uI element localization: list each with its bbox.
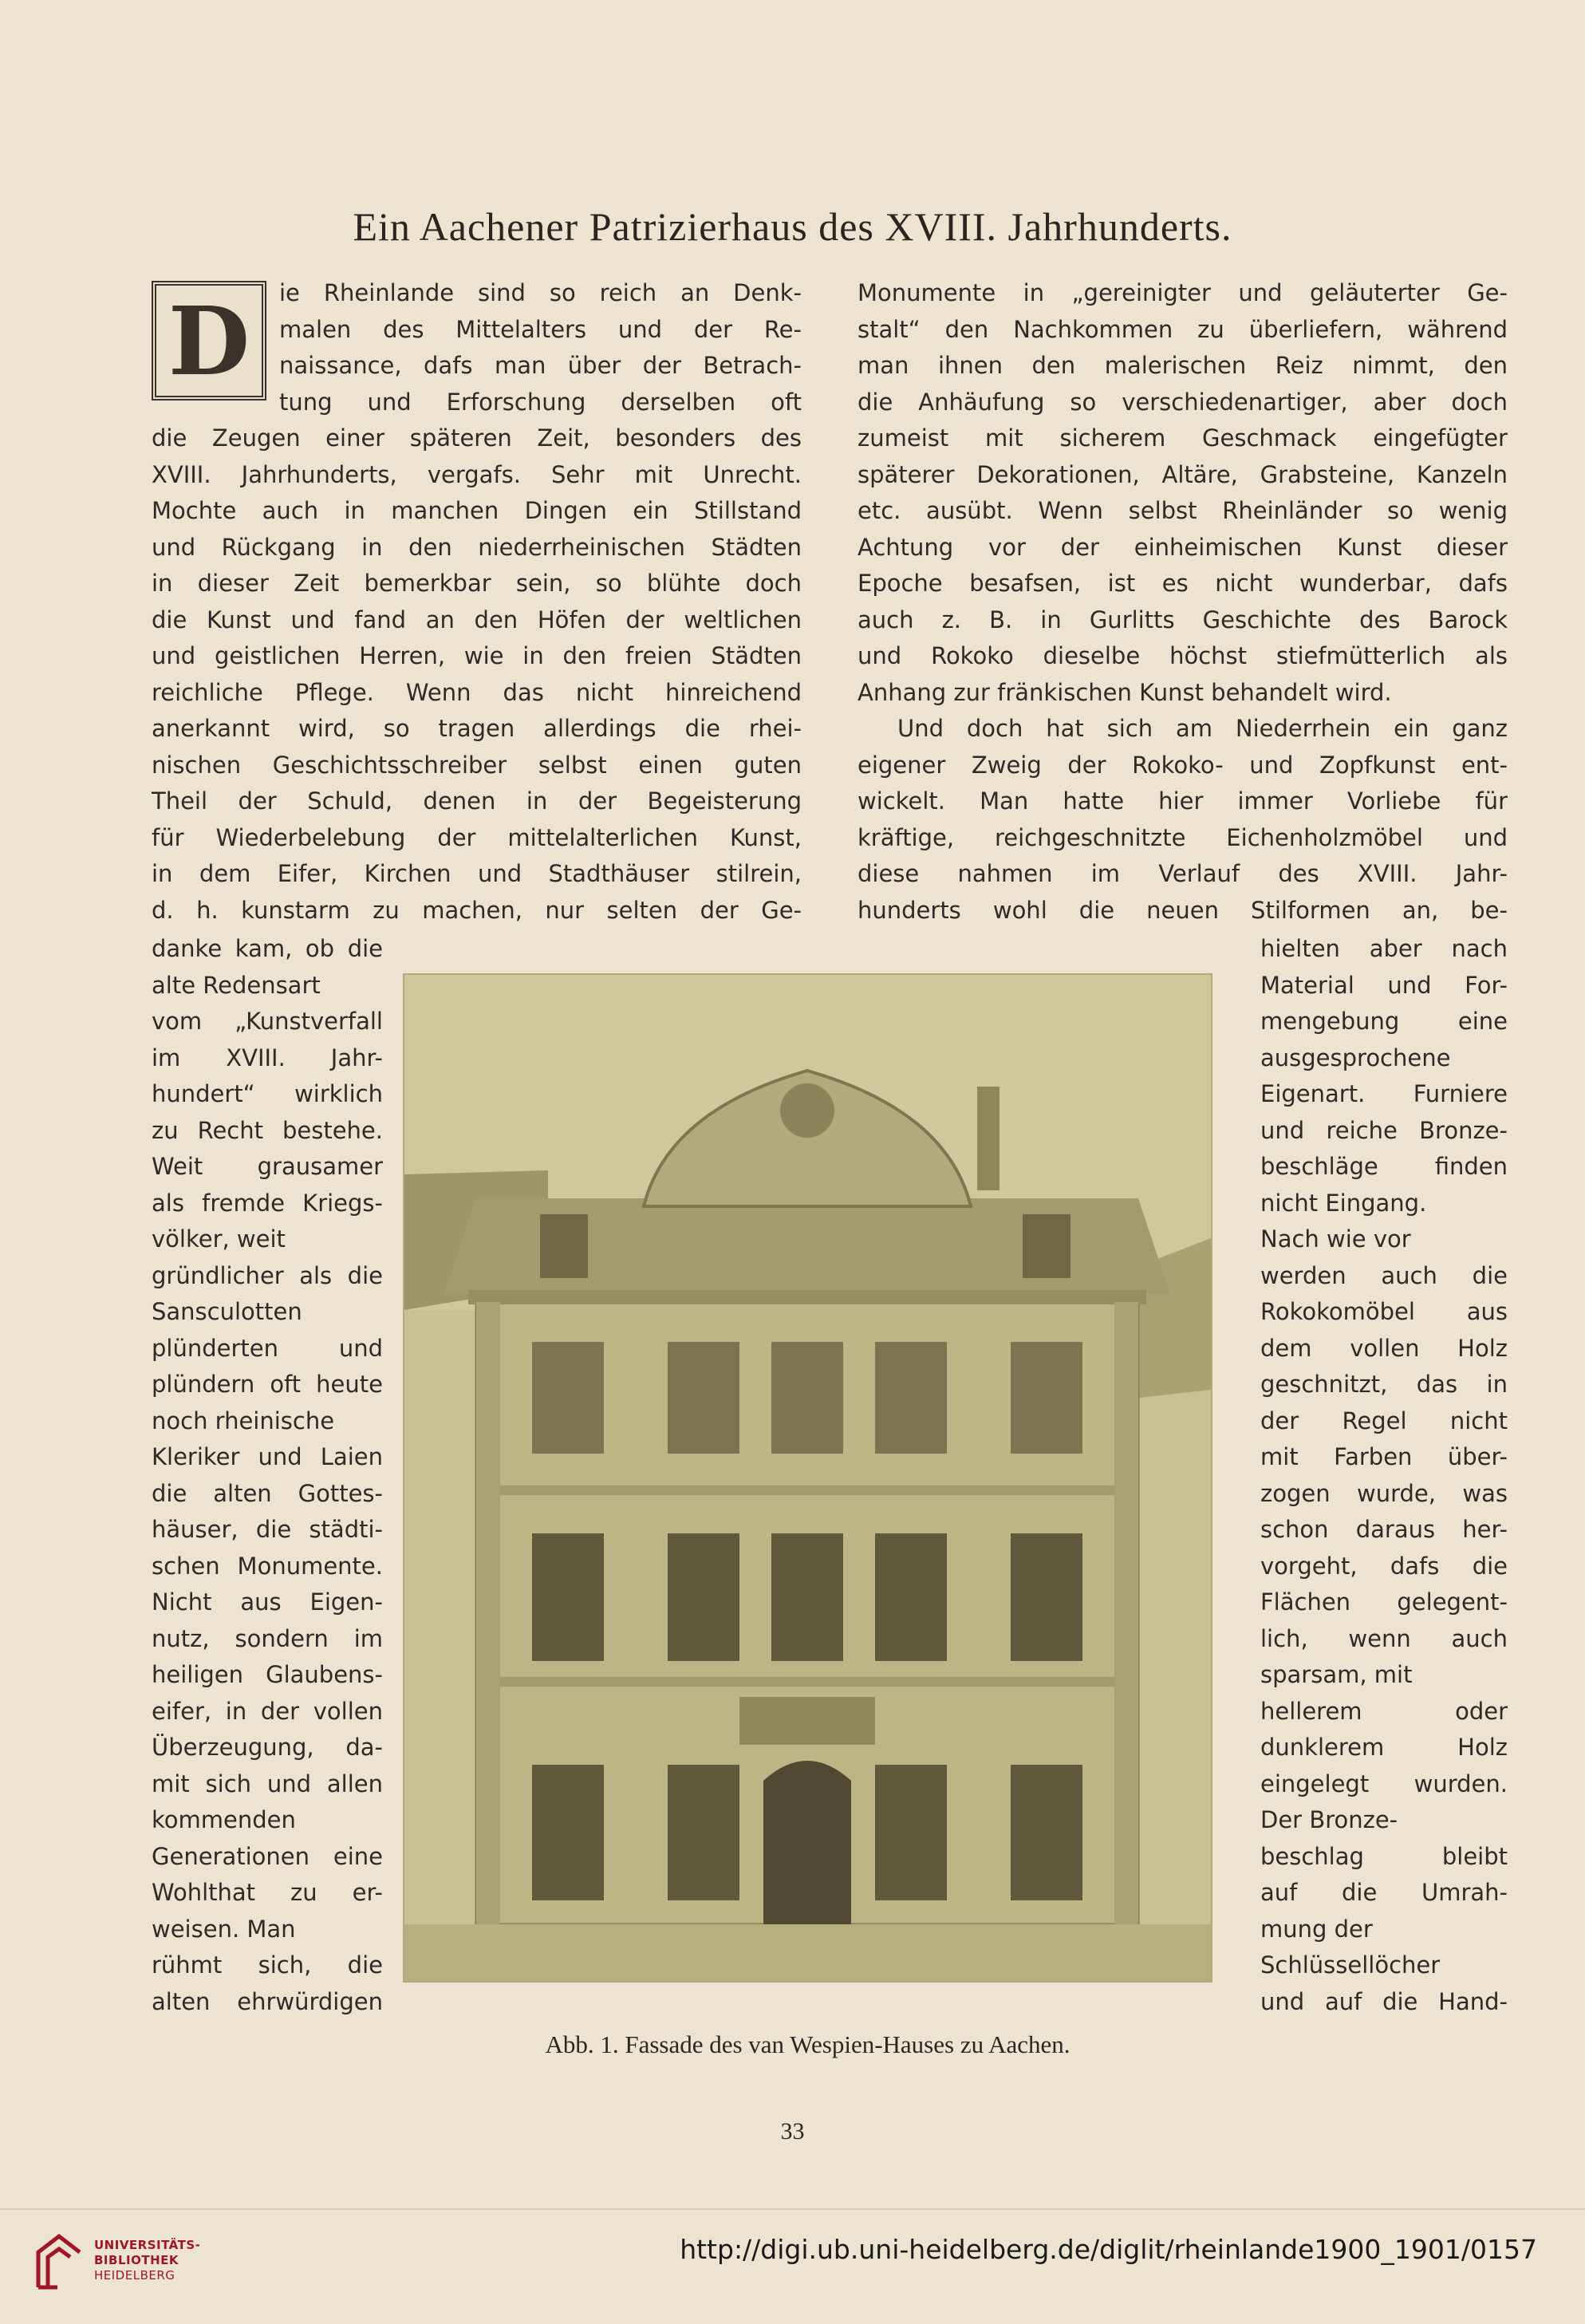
text-line: und Rückgang in den niederrheinischen Städten	[152, 533, 802, 561]
text-line: plünderten und	[152, 1334, 383, 1362]
text-line: ie Rheinlande sind so reich an Denk-	[279, 279, 802, 306]
text-line: malen des Mittelalters und der Re-	[279, 315, 802, 343]
building-facade-photo	[403, 973, 1212, 1983]
text-line: man ihnen den malerischen Reiz nimmt, den	[858, 352, 1508, 379]
figure-caption: Abb. 1. Fassade des van Wespien-Hauses zu Aachen.	[545, 2030, 1070, 2058]
text-line: sparsam, mit	[1260, 1661, 1413, 1688]
text-line: hundert“ wirklich	[152, 1080, 383, 1107]
text-line: vom „Kunstverfall	[152, 1008, 383, 1035]
text-line: dem vollen Holz	[1260, 1334, 1508, 1362]
text-line: geschnitzt, das in	[1260, 1371, 1508, 1398]
right-column-text	[858, 275, 1508, 929]
text-line: häuser, die städti-	[152, 1516, 383, 1543]
text-line: kommenden	[152, 1806, 296, 1833]
text-line: Rokokomöbel aus	[1260, 1298, 1508, 1325]
text-line: Material und For-	[1260, 971, 1508, 999]
text-line: Wohlthat zu er-	[152, 1879, 383, 1906]
text-line: Flächen gelegent-	[1260, 1588, 1508, 1616]
text-line: schen Monumente.	[152, 1552, 383, 1580]
left-column-text	[152, 275, 802, 929]
text-line: die alten Gottes-	[152, 1479, 383, 1507]
text-line: danke kam, ob die	[152, 935, 383, 962]
text-line: zu Recht bestehe.	[152, 1116, 383, 1144]
text-line: beschlag bleibt	[1260, 1842, 1508, 1870]
text-line: mit sich und allen	[152, 1770, 383, 1797]
library-name-line: UNIVERSITÄTS-	[94, 2238, 201, 2252]
text-line: die Zeugen einer späteren Zeit, besonders des	[152, 424, 802, 452]
text-line: als fremde Kriegs-	[152, 1189, 383, 1217]
text-line: und auf die Hand-	[1260, 1987, 1508, 2015]
text-line: Schlüssellöcher	[1260, 1951, 1441, 1979]
text-line: Überzeugung, da-	[152, 1734, 383, 1761]
text-line: mengebung eine	[1260, 1008, 1508, 1035]
text-line: völker, weit	[152, 1225, 286, 1253]
right-narrow-text	[1260, 931, 1508, 2020]
text-line: Nicht aus Eigen-	[152, 1588, 383, 1616]
text-line: Nach wie vor	[1260, 1225, 1411, 1253]
text-line: Weit grausamer	[152, 1153, 383, 1180]
text-line: Epoche besafsen, ist es nicht wunderbar, dafs	[858, 570, 1508, 597]
text-line: heiligen Glaubens-	[152, 1661, 383, 1688]
text-line: und reiche Bronze-	[1260, 1116, 1508, 1144]
text-line: der Regel nicht	[1260, 1407, 1508, 1434]
library-name-line: BIBLIOTHEK	[94, 2253, 179, 2267]
text-line: wickelt. Man hatte hier immer Vorliebe für	[858, 787, 1508, 815]
text-line: die Anhäufung so verschiedenartiger, aber doch	[858, 388, 1508, 416]
library-name-line: HEIDELBERG	[94, 2268, 175, 2283]
article-title: Ein Aachener Patrizierhaus des XVIII. Jahrhunderts.	[353, 204, 1232, 249]
text-line: lich, wenn auch	[1260, 1624, 1508, 1652]
text-line: Und doch hat sich am Niederrhein ein ganz	[897, 715, 1508, 742]
text-line: noch rheinische	[152, 1407, 335, 1434]
text-line: werden auch die	[1260, 1261, 1508, 1289]
text-line: hunderts wohl die neuen Stilformen an, be-	[858, 896, 1508, 924]
text-line: kräftige, reichgeschnitzte Eichenholzmöbel und	[858, 823, 1508, 851]
text-line: stalt“ den Nachkommen zu überliefern, während	[858, 315, 1508, 343]
text-line: Kleriker und Laien	[152, 1443, 383, 1470]
text-line: Eigenart. Furniere	[1260, 1080, 1508, 1107]
university-library-logo-icon	[32, 2230, 88, 2294]
text-line: in dieser Zeit bemerkbar sein, so blühte doch	[152, 570, 802, 597]
text-line: hielten aber nach	[1260, 935, 1508, 962]
text-line: plündern oft heute	[152, 1371, 383, 1398]
text-line: beschläge finden	[1260, 1153, 1508, 1180]
text-line: alten ehrwürdigen	[152, 1987, 383, 2015]
text-line: auf die Umrah-	[1260, 1879, 1508, 1906]
text-line: in dem Eifer, Kirchen und Stadthäuser stilrein,	[152, 860, 802, 887]
text-line: Anhang zur fränkischen Kunst behandelt wird.	[858, 678, 1392, 706]
text-line: Sansculotten	[152, 1298, 302, 1325]
text-line: nutz, sondern im	[152, 1624, 383, 1652]
text-line: reichliche Pflege. Wenn das nicht hinreichend	[152, 678, 802, 706]
facade-illustration	[404, 975, 1211, 1981]
text-line: Mochte auch in manchen Dingen ein Stillstand	[152, 497, 802, 524]
text-line: alte Redensart	[152, 971, 321, 999]
text-line: eigener Zweig der Rokoko- und Zopfkunst ent-	[858, 751, 1508, 779]
text-line: schon daraus her-	[1260, 1516, 1508, 1543]
text-line: eifer, in der vollen	[152, 1697, 383, 1725]
text-line: mit Farben über-	[1260, 1443, 1508, 1470]
text-line: vorgeht, dafs die	[1260, 1552, 1508, 1580]
text-line: Generationen eine	[152, 1842, 383, 1870]
initial-letter: D	[168, 285, 250, 397]
text-line: für Wiederbelebung der mittelalterlichen Kunst,	[152, 823, 802, 851]
text-line: hellerem oder	[1260, 1697, 1508, 1725]
text-line: und Rokoko dieselbe höchst stiefmütterlich als	[858, 642, 1508, 669]
text-line: mung der	[1260, 1915, 1373, 1943]
left-narrow-text	[152, 931, 383, 2020]
text-line: zogen wurde, was	[1260, 1479, 1508, 1507]
text-line: nischen Geschichtsschreiber selbst einen guten	[152, 751, 802, 779]
footer-divider	[0, 2208, 1585, 2210]
text-line: zumeist mit sicherem Geschmack eingefügter	[858, 424, 1508, 452]
text-line: und geistlichen Herren, wie in den freien Städten	[152, 642, 802, 669]
text-line: Monumente in „gereinigter und geläuterter Ge-	[858, 279, 1508, 306]
text-line: Der Bronze-	[1260, 1806, 1398, 1833]
text-line: anerkannt wird, so tragen allerdings die rhei-	[152, 715, 802, 742]
text-line: tung und Erforschung derselben oft	[279, 388, 802, 416]
text-line: diese nahmen im Verlauf des XVIII. Jahr-	[858, 860, 1508, 887]
text-line: späterer Dekorationen, Altäre, Grabsteine, Kanzeln	[858, 460, 1508, 488]
text-line: ausgesprochene	[1260, 1044, 1451, 1071]
text-line: die Kunst und fand an den Höfen der weltlichen	[152, 606, 802, 633]
footer-url-link[interactable]: http://digi.ub.uni-heidelberg.de/diglit/rheinlande1900_1901/0157	[680, 2234, 1537, 2265]
text-line: d. h. kunstarm zu machen, nur selten der Ge-	[152, 896, 802, 924]
text-line: XVIII. Jahrhunderts, vergafs. Sehr mit Unrecht.	[152, 460, 802, 488]
text-line: naissance, dafs man über der Betrach-	[279, 352, 802, 379]
text-line: Achtung vor der einheimischen Kunst dieser	[858, 533, 1508, 561]
text-line: eingelegt wurden.	[1260, 1770, 1508, 1797]
text-line: weisen. Man	[152, 1915, 296, 1943]
text-line: gründlicher als die	[152, 1261, 383, 1289]
text-line: nicht Eingang.	[1260, 1189, 1427, 1217]
text-line: Theil der Schuld, denen in der Begeisterung	[152, 787, 802, 815]
text-line: dunklerem Holz	[1260, 1734, 1508, 1761]
text-line: etc. ausübt. Wenn selbst Rheinländer so wenig	[858, 497, 1508, 524]
text-line: im XVIII. Jahr-	[152, 1044, 383, 1071]
page-number: 33	[780, 2118, 805, 2144]
text-line: rühmt sich, die	[152, 1951, 383, 1979]
library-name	[94, 2238, 200, 2283]
text-line: auch z. B. in Gurlitts Geschichte des Barock	[858, 606, 1508, 633]
